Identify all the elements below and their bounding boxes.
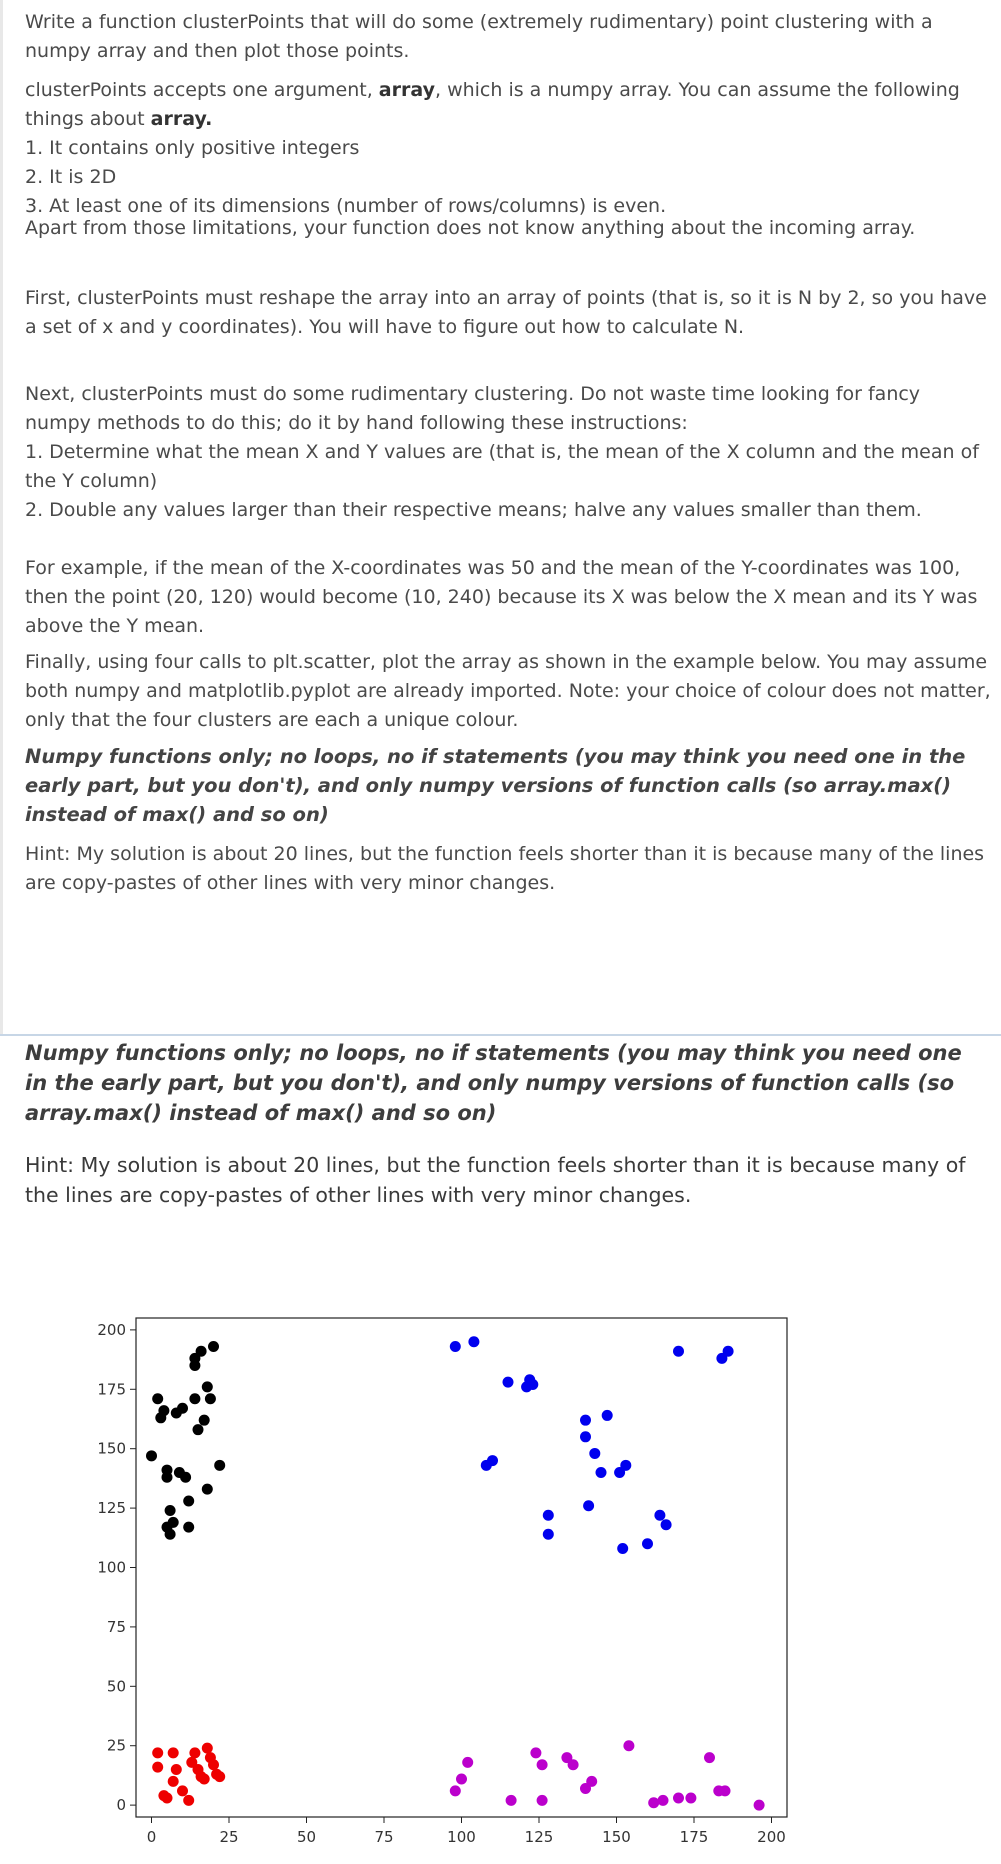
y-tick-label: 0 — [116, 1796, 126, 1815]
scatter-point-low-x-low-y — [168, 1747, 179, 1758]
assumptions-list — [25, 134, 991, 221]
hint-paragraph: Hint: My solution is about 20 lines, but the function feels shorter than it is because many of the lines are copy-pastes of other lines with very minor changes. — [25, 843, 985, 894]
limitations-paragraph: Apart from those limitations, your function does not know anything about the incoming array. — [25, 217, 916, 239]
scatter-point-high-x-high-y — [654, 1510, 665, 1521]
x-tick-label: 25 — [219, 1828, 239, 1846]
scatter-point-low-x-low-y — [214, 1771, 225, 1782]
scatter-point-low-x-low-y — [202, 1743, 213, 1754]
scatter-point-low-x-high-y — [158, 1405, 169, 1416]
plot-frame — [136, 1318, 787, 1817]
scatter-point-low-x-low-y — [162, 1792, 173, 1803]
step-item: 1. Determine what the mean X and Y values are (that is, the mean of the X column and the mean of the Y column) — [25, 441, 979, 492]
scatter-point-low-x-high-y — [146, 1450, 157, 1461]
scatter-point-low-x-high-y — [202, 1484, 213, 1495]
scatter-point-low-x-high-y — [177, 1403, 188, 1414]
accepts-prefix: clusterPoints accepts one argument, — [25, 79, 379, 101]
assumption-item: 1. It contains only positive integers — [25, 137, 360, 159]
scatter-point-low-x-low-y — [152, 1747, 163, 1758]
scatter-point-low-x-high-y — [180, 1472, 191, 1483]
x-tick-label: 100 — [447, 1828, 476, 1846]
hint-paragraph-repeat: Hint: My solution is about 20 lines, but the function feels shorter than it is because many of the lines are copy-pastes of other lines with very minor changes. — [25, 1153, 966, 1207]
scatter-point-high-x-low-y — [658, 1795, 669, 1806]
scatter-point-low-x-high-y — [199, 1415, 210, 1426]
scatter-point-low-x-high-y — [168, 1517, 179, 1528]
scatter-point-high-x-low-y — [568, 1759, 579, 1770]
scatter-point-high-x-high-y — [468, 1336, 479, 1347]
scatter-point-high-x-low-y — [537, 1795, 548, 1806]
scatter-point-high-x-low-y — [704, 1752, 715, 1763]
scatter-point-high-x-low-y — [456, 1773, 467, 1784]
x-tick-label: 125 — [524, 1828, 554, 1846]
scatter-point-high-x-low-y — [537, 1759, 548, 1770]
x-tick-label: 50 — [296, 1828, 317, 1846]
accepts-paragraph — [25, 76, 991, 134]
y-tick-label: 25 — [106, 1736, 126, 1755]
scatter-point-high-x-high-y — [487, 1455, 498, 1466]
numpy-only-note: Numpy functions only; no loops, no if statements (you may think you need one in the early part, but you don't), and only numpy versions of function calls (so array.max() instead of max() and so on) — [25, 745, 966, 826]
x-tick-label: 75 — [374, 1828, 394, 1846]
scatter-point-low-x-low-y — [208, 1759, 219, 1770]
scatter-point-low-x-high-y — [202, 1381, 213, 1392]
scatter-point-high-x-low-y — [530, 1747, 541, 1758]
scatter-point-low-x-low-y — [171, 1764, 182, 1775]
scatter-point-high-x-high-y — [596, 1467, 607, 1478]
scatter-point-high-x-low-y — [462, 1757, 473, 1768]
scatter-point-low-x-high-y — [183, 1495, 194, 1506]
scatter-point-low-x-high-y — [165, 1529, 176, 1540]
steps-list — [25, 438, 991, 525]
intro-paragraph: Write a function clusterPoints that will do some (extremely rudimentary) point clustering with a numpy array and then plot those points. — [25, 11, 933, 62]
scatter-point-high-x-high-y — [583, 1500, 594, 1511]
scatter-point-low-x-high-y — [208, 1341, 219, 1352]
scatter-point-low-x-high-y — [183, 1522, 194, 1533]
content-border — [0, 0, 3, 1034]
scatter-point-low-x-high-y — [205, 1393, 216, 1404]
scatter-point-high-x-low-y — [586, 1776, 597, 1787]
scatter-point-low-x-low-y — [152, 1762, 163, 1773]
y-tick-label: 100 — [97, 1558, 126, 1577]
y-tick-label: 200 — [97, 1320, 126, 1339]
scatter-point-low-x-high-y — [152, 1393, 163, 1404]
cluster-scatter-plot — [0, 1300, 1001, 1864]
scatter-point-high-x-high-y — [661, 1519, 672, 1530]
scatter-point-high-x-high-y — [723, 1346, 734, 1357]
scatter-point-high-x-high-y — [543, 1529, 554, 1540]
scatter-point-high-x-low-y — [506, 1795, 517, 1806]
y-tick-label: 175 — [97, 1380, 126, 1399]
scatter-point-high-x-high-y — [589, 1448, 600, 1459]
y-tick-label: 50 — [106, 1677, 126, 1696]
y-tick-label: 125 — [97, 1499, 126, 1518]
x-tick-label: 0 — [146, 1828, 157, 1846]
scatter-point-high-x-low-y — [450, 1785, 461, 1796]
scatter-point-high-x-low-y — [673, 1792, 684, 1803]
scatter-point-high-x-high-y — [642, 1538, 653, 1549]
accepts-middle: , which is a numpy array. You can assume the following things about — [25, 79, 960, 130]
scatter-point-high-x-low-y — [754, 1800, 765, 1811]
x-tick-label: 150 — [602, 1828, 631, 1846]
scatter-point-high-x-high-y — [620, 1460, 631, 1471]
numpy-only-note-repeat: Numpy functions only; no loops, no if statements (you may think you need one in the early part, but you don't), and only numpy versions of function calls (so array.max() instead of max() and so on) — [25, 1041, 962, 1125]
scatter-point-high-x-low-y — [720, 1785, 731, 1796]
scatter-point-high-x-high-y — [527, 1379, 538, 1390]
finally-paragraph: Finally, using four calls to plt.scatter, plot the array as shown in the example below. You may assume both numpy and matplotlib.pyplot are already imported. Note: your choice of colour does not matter, only that the four clusters are each a unique colour. — [25, 651, 991, 731]
scatter-point-low-x-high-y — [162, 1472, 173, 1483]
scatter-point-low-x-low-y — [168, 1776, 179, 1787]
scatter-point-low-x-low-y — [183, 1795, 194, 1806]
accepts-arg: array — [378, 79, 435, 101]
step-item: 2. Double any values larger than their respective means; halve any values smaller than them. — [25, 499, 922, 521]
x-tick-label: 175 — [679, 1828, 709, 1846]
scatter-point-high-x-high-y — [673, 1346, 684, 1357]
y-tick-label: 75 — [106, 1617, 126, 1636]
next-paragraph: Next, clusterPoints must do some rudimentary clustering. Do not waste time looking for fancy numpy methods to do this; do it by hand following these instructions: — [25, 383, 921, 434]
scatter-point-high-x-high-y — [503, 1377, 514, 1388]
scatter-point-high-x-high-y — [580, 1431, 591, 1442]
assumption-item: 2. It is 2D — [25, 166, 117, 188]
y-tick-label: 150 — [97, 1439, 126, 1458]
scatter-point-low-x-high-y — [165, 1505, 176, 1516]
first-paragraph: First, clusterPoints must reshape the array into an array of points (that is, so it is N by 2, so you have a set of x and y coordinates). You will have to figure out how to calculate N. — [25, 287, 987, 338]
scatter-point-high-x-high-y — [580, 1415, 591, 1426]
example-paragraph: For example, if the mean of the X-coordinates was 50 and the mean of the Y-coordinates was 100, then the point (20, 120) would become (10, 240) because its X was below the X mean and its Y was above the Y mean. — [25, 557, 978, 637]
scatter-point-low-x-high-y — [214, 1460, 225, 1471]
scatter-point-low-x-high-y — [193, 1424, 204, 1435]
scatter-point-low-x-low-y — [189, 1747, 200, 1758]
scatter-point-high-x-high-y — [450, 1341, 461, 1352]
assumption-item: 3. At least one of its dimensions (number of rows/columns) is even. — [25, 195, 667, 217]
accepts-arg-2: array. — [150, 108, 213, 130]
scatter-point-low-x-high-y — [196, 1346, 207, 1357]
scatter-point-high-x-high-y — [543, 1510, 554, 1521]
scatter-point-high-x-high-y — [617, 1543, 628, 1554]
scatter-point-high-x-low-y — [623, 1740, 634, 1751]
scatter-point-high-x-low-y — [648, 1797, 659, 1808]
scatter-point-low-x-high-y — [189, 1393, 200, 1404]
scatter-point-high-x-low-y — [685, 1792, 696, 1803]
x-tick-label: 200 — [757, 1828, 786, 1846]
scatter-point-high-x-high-y — [602, 1410, 613, 1421]
scatter-point-low-x-low-y — [177, 1785, 188, 1796]
scatter-point-low-x-low-y — [199, 1773, 210, 1784]
screenshot-divider — [0, 1034, 1001, 1036]
